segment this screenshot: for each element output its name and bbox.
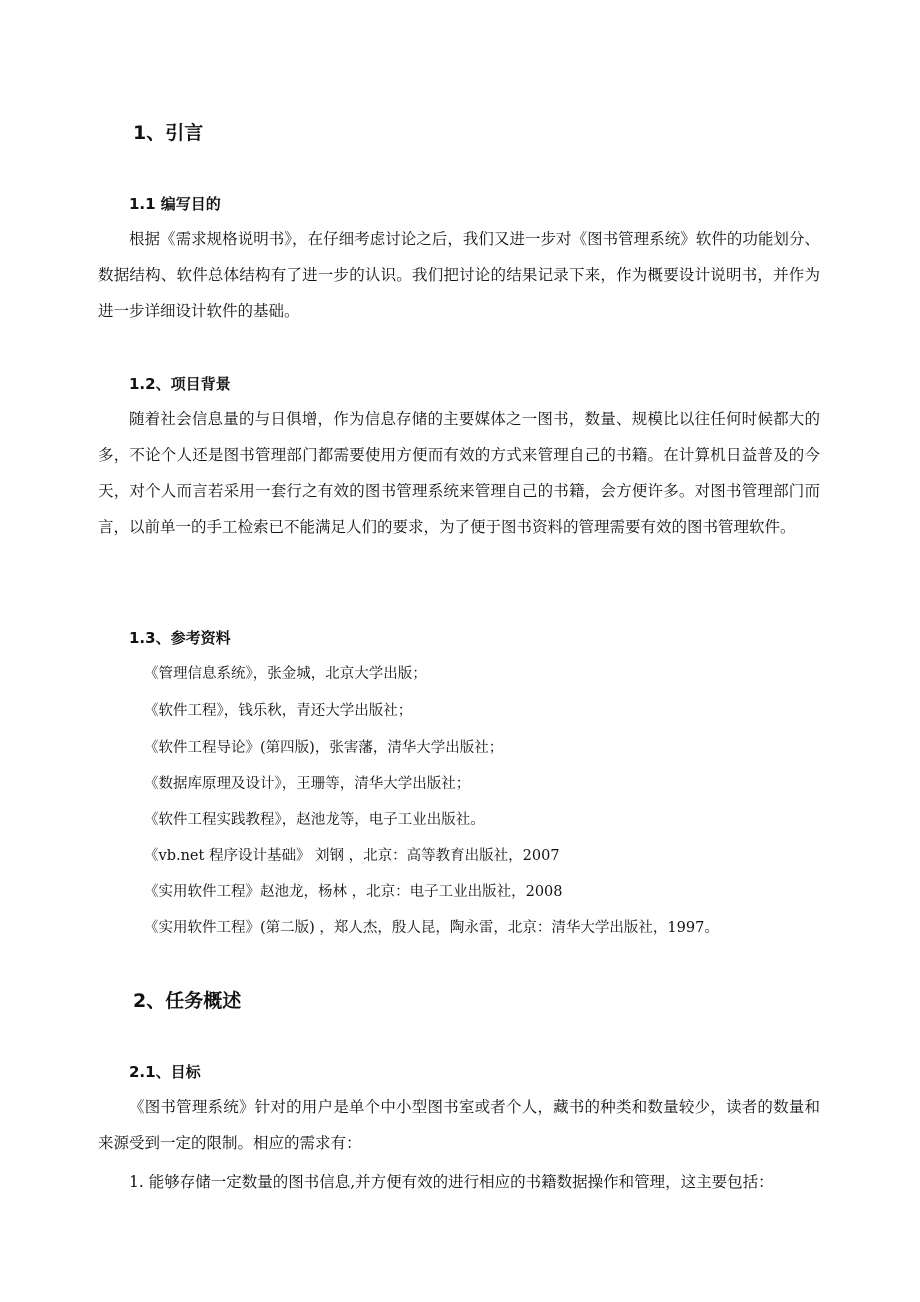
section-1-3-heading: 1.3、参考资料 xyxy=(129,629,231,647)
reference-item: 《软件工程导论》(第四版)，张害藩，清华大学出版社； xyxy=(144,740,504,756)
reference-item: 《实用软件工程》赵池龙，杨林 ，北京：电子工业出版社，2008 xyxy=(144,884,563,900)
reference-item: 《软件工程》，钱乐秋，青还大学出版社； xyxy=(144,703,413,719)
reference-item: 《管理信息系统》，张金城，北京大学出版； xyxy=(144,666,427,682)
reference-item: 《数据库原理及设计》，王珊等，清华大学出版社； xyxy=(144,776,471,792)
reference-item: 《vb.net 程序设计基础》 刘钢 ，北京：高等教育出版社，2007 xyxy=(144,848,560,864)
section-1-1-body: 根据《需求规格说明书》，在仔细考虑讨论之后，我们又进一步对《图书管理系统》软件的功能划分、数据结构、软件总体结构有了进一步的认识。我们把讨论的结果记录下来，作为概要设计说明书，并作为进一步详细设计软件的基础。 xyxy=(98,230,820,320)
section-1-title: 1、引言 xyxy=(133,122,204,144)
reference-item: 《软件工程实践教程》，赵池龙等，电子工业出版社。 xyxy=(144,812,485,828)
section-1-2-body: 随着社会信息量的与日俱增，作为信息存储的主要媒体之一图书，数量、规模比以往任何时候都大的多，不论个人还是图书管理部门都需要使用方便而有效的方式来管理自己的书籍。在计算机日益普及的今天，对个人而言若采用一套行之有效的图书管理系统来管理自己的书籍，会方便许多。对图书管理部门而言，以前单一的手工检索已不能满足人们的要求，为了便于图书资料的管理需要有效的图书管理软件。 xyxy=(98,410,820,536)
section-2-title: 2、任务概述 xyxy=(133,990,242,1012)
reference-item: 《实用软件工程》(第二版) ，郑人杰，殷人昆，陶永雷，北京：清华大学出版社，1997。 xyxy=(144,920,719,936)
requirement-item: 1. 能够存储一定数量的图书信息,并方便有效的进行相应的书籍数据操作和管理，这主要包括： xyxy=(129,1173,774,1191)
section-2-1-heading: 2.1、目标 xyxy=(129,1063,201,1081)
section-1-2-heading: 1.2、项目背景 xyxy=(129,375,231,393)
section-1-1-heading: 1.1 编写目的 xyxy=(129,195,221,213)
section-2-1-body: 《图书管理系统》针对的用户是单个中小型图书室或者个人，藏书的种类和数量较少，读者的数量和来源受到一定的限制。相应的需求有： xyxy=(98,1098,820,1152)
